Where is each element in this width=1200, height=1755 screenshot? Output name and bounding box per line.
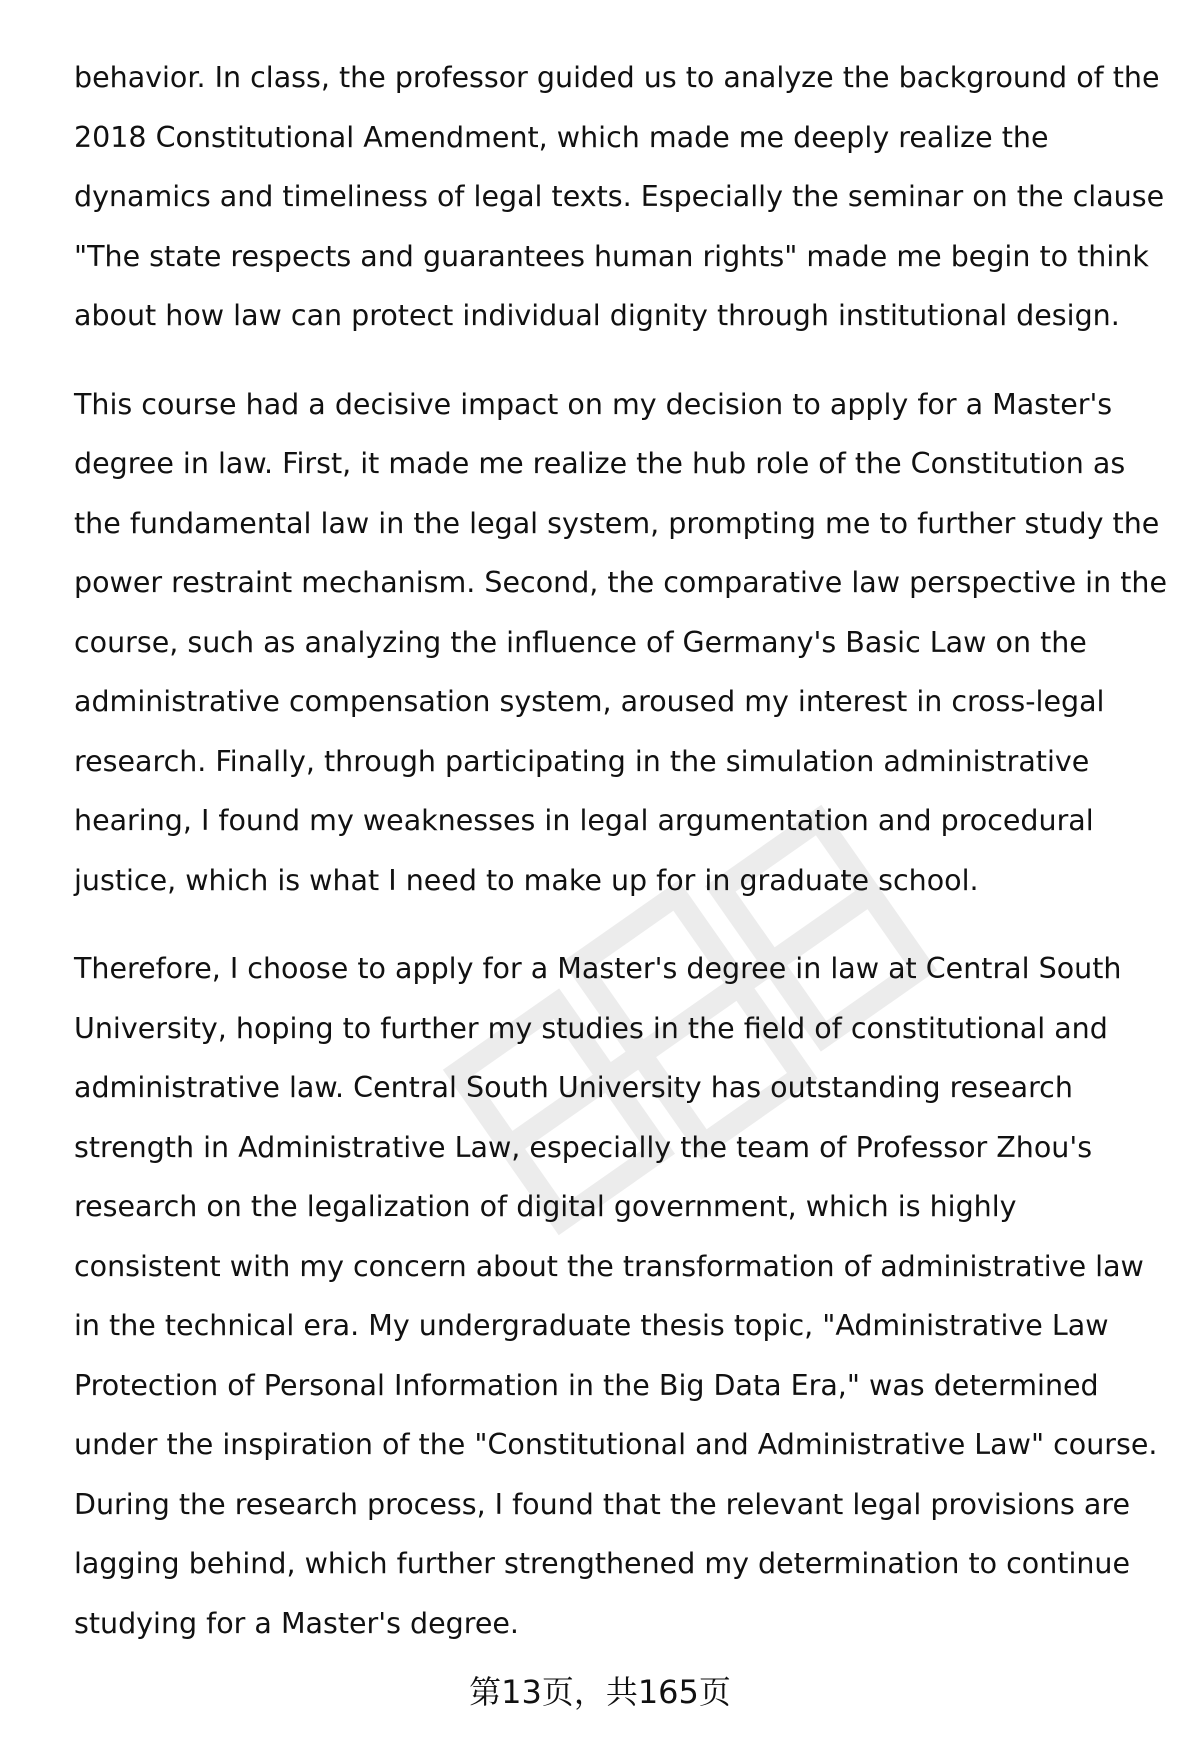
text-line: course, such as analyzing the influence of Germany's Basic Law on the	[74, 625, 1087, 659]
text-line: research. Finally, through participating in the simulation administrative	[74, 744, 1090, 778]
text-line: University, hoping to further my studies in the field of constitutional and	[74, 1011, 1108, 1045]
text-line: dynamics and timeliness of legal texts. Especially the seminar on the clause	[74, 180, 1165, 213]
paragraph-1	[74, 48, 1164, 346]
text-line: During the research process, I found that the relevant legal provisions are	[74, 1487, 1131, 1521]
text-line: in the technical era. My undergraduate thesis topic, "Administrative Law	[74, 1309, 1109, 1342]
text-line: "The state respects and guarantees human rights" made me begin to think	[74, 239, 1149, 273]
text-line: This course had a decisive impact on my decision to apply for a Master's	[74, 387, 1113, 421]
text-line: the fundamental law in the legal system, prompting me to further study the	[74, 506, 1160, 540]
text-line: Protection of Personal Information in the Big Data Era," was determined	[74, 1368, 1099, 1402]
document-body	[74, 48, 1167, 1682]
page-number-footer: 第13页，共165页	[469, 1673, 731, 1711]
text-line: consistent with my concern about the transformation of administrative law	[74, 1249, 1144, 1283]
paragraph-3	[74, 939, 1164, 1653]
text-line: degree in law. First, it made me realize the hub role of the Constitution as	[74, 447, 1126, 480]
text-line: hearing, I found my weaknesses in legal argumentation and procedural	[74, 804, 1094, 837]
text-line: justice, which is what I need to make up for in graduate school.	[74, 863, 979, 897]
text-line: about how law can protect individual dignity through institutional design.	[74, 299, 1120, 332]
paragraph-2	[74, 375, 1167, 911]
text-line: strength in Administrative Law, especially the team of Professor Zhou's	[74, 1130, 1093, 1164]
text-line: power restraint mechanism. Second, the comparative law perspective in the	[74, 566, 1167, 599]
text-line: under the inspiration of the "Constitutional and Administrative Law" course.	[74, 1428, 1158, 1461]
text-line: lagging behind, which further strengthened my determination to continue	[74, 1547, 1131, 1580]
text-line: studying for a Master's degree.	[74, 1606, 519, 1640]
text-line: research on the legalization of digital government, which is highly	[74, 1190, 1017, 1223]
text-line: behavior. In class, the professor guided us to analyze the background of the	[74, 61, 1160, 94]
text-line: 2018 Constitutional Amendment, which made me deeply realize the	[74, 120, 1049, 154]
text-line: Therefore, I choose to apply for a Master's degree in law at Central South	[74, 952, 1122, 985]
text-line: administrative compensation system, aroused my interest in cross-legal	[74, 685, 1105, 718]
text-line: administrative law. Central South University has outstanding research	[74, 1071, 1073, 1104]
